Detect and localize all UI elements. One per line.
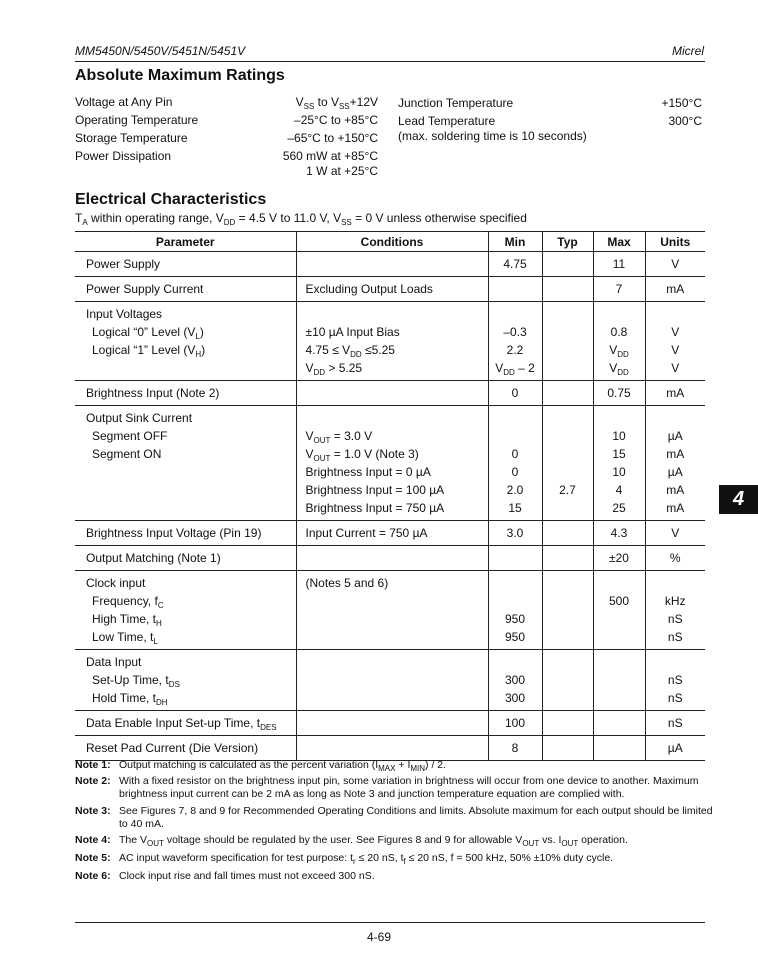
cell-units: V [645,521,705,546]
amr-label: Junction Temperature [398,96,514,110]
cell-max: ±20 [593,546,645,571]
cell-max: 0.75 [593,381,645,406]
cell-units: nS nS [645,650,705,711]
amr-value: $V_{SS}$ to $V_{SS}+12V$ [295,95,378,111]
amr-label: Voltage at Any Pin [75,95,173,109]
cell-cond [296,252,488,277]
cell-max [593,711,645,736]
cell-param: Data Enable Input Set-up Time, $t_{DES}$ [75,711,296,736]
electrical-characteristics-table [75,231,705,761]
cell-typ [542,650,593,711]
cell-typ [542,521,593,546]
cell-param: Output Sink Current Segment OFF Segment ON [75,406,296,521]
amr-label: Operating Temperature [75,113,199,127]
cell-cond: Input Current = 750 µA [296,521,488,546]
table-row [75,521,705,546]
footer-rule [75,922,705,923]
cell-typ [542,302,593,381]
cell-min [488,546,542,571]
column-header: Conditions [296,232,488,252]
cell-max: 10 15 10 4 25 [593,406,645,521]
cell-typ [542,277,593,302]
column-header: Typ [542,232,593,252]
cell-units: mA [645,381,705,406]
cell-typ [542,736,593,761]
cell-cond: $V_{OUT} = 3.0$ V $V_{OUT} = 1.0$ V (Note 3) Brightness Input = 0 µA Brightness Input = 100 µA Brightness Input = 750 µA [296,406,488,521]
cell-cond: Excluding Output Loads [296,277,488,302]
note: Note 2: With a fixed resistor on the brightness input pin, some variation in brightness will occur from one device to another. Maximum brightness input current can be 2 mA as long as Note 3 and junction temperature equation are complied with. [75,775,699,800]
amr-value: –25°C to +85°C [294,113,378,127]
cell-cond [296,736,488,761]
cell-units: µA mA µA mA mA [645,406,705,521]
cell-cond: ±10 µA Input Bias $4.75 \le V_{DD} \le 5.25$ $V_{DD} > 5.25$ [296,302,488,381]
amr-title: Absolute Maximum Ratings [75,67,285,84]
table-row [75,736,705,761]
cell-min: 0 0 2.0 15 [488,406,542,521]
cell-typ [542,381,593,406]
cell-typ [542,711,593,736]
table-row [75,252,705,277]
note: Note 6: Clock input rise and fall times must not exceed 300 nS. [75,870,375,882]
cell-max: 0.8 $V_{DD}$ $V_{DD}$ [593,302,645,381]
cell-min: 0 [488,381,542,406]
cell-typ [542,571,593,650]
cell-typ [542,252,593,277]
column-header: Parameter [75,232,296,252]
cell-max [593,736,645,761]
cell-param: Power Supply [75,252,296,277]
amr-label: Lead Temperature [398,114,496,128]
column-header: Max [593,232,645,252]
cell-cond [296,711,488,736]
section-tab: 4 [719,485,758,514]
header-part-number: MM5450N/5450V/5451N/5451V [75,44,246,58]
cell-param: Data Input Set-Up Time, $t_{DS}$ Hold Time, $t_{DH}$ [75,650,296,711]
cell-cond: (Notes 5 and 6) [296,571,488,650]
amr-value: 560 mW at +85°C [282,149,378,163]
table-row [75,277,705,302]
cell-param: Output Matching (Note 1) [75,546,296,571]
amr-label: Storage Temperature [75,131,188,145]
cell-typ [542,546,593,571]
table-row [75,302,705,381]
amr-label: (max. soldering time is 10 seconds) [398,129,587,143]
note: Note 1: Output matching is calculated as the percent variation $(I_{MAX} + I_{MIN}) / 2$. [75,759,447,773]
cell-units: V V V [645,302,705,381]
cell-min: 3.0 [488,521,542,546]
amr-value: 1 W at +25°C [306,164,378,178]
cell-max: 11 [593,252,645,277]
table-row [75,571,705,650]
table-row [75,546,705,571]
cell-min: 300 300 [488,650,542,711]
cell-param: Reset Pad Current (Die Version) [75,736,296,761]
cell-param: Input Voltages Logical “0” Level $(V_L)$ Logical “1” Level $(V_H)$ [75,302,296,381]
cell-min: 4.75 [488,252,542,277]
header-brand: Micrel [672,44,704,58]
cell-cond [296,546,488,571]
cell-min: 950 950 [488,571,542,650]
note: Note 3: See Figures 7, 8 and 9 for Recommended Operating Conditions and limits. Absolute maximum for each output should be limited to 40 mA. [75,805,713,830]
cell-param: Clock input Frequency, $f_C$ High Time, $t_H$ Low Time, $t_L$ [75,571,296,650]
table-row [75,650,705,711]
cell-units: nS [645,711,705,736]
cell-min: 100 [488,711,542,736]
table-row [75,406,705,521]
cell-param: Brightness Input (Note 2) [75,381,296,406]
amr-label: Power Dissipation [75,149,172,163]
cell-units: µA [645,736,705,761]
amr-value: –65°C to +150°C [287,131,378,145]
cell-units: V [645,252,705,277]
column-header: Min [488,232,542,252]
header-rule [75,61,705,62]
cell-units: mA [645,277,705,302]
cell-min: –0.3 2.2 $V_{DD} - 2$ [488,302,542,381]
cell-max: 4.3 [593,521,645,546]
ec-subtitle: $T_A$ within operating range, $V_{DD} = 4.5$ V to 11.0 V, $V_{SS} = 0$ V unless otherwise specified [75,211,527,227]
cell-max: 7 [593,277,645,302]
cell-typ: 2.7 [542,406,593,521]
cell-max: 500 [593,571,645,650]
page-number: 4-69 [366,930,392,944]
cell-param: Brightness Input Voltage (Pin 19) [75,521,296,546]
note: Note 4: The $V_{OUT}$ voltage should be regulated by the user. See Figures 8 and 9 for allowable $V_{OUT}$ vs. $I_{OUT}$ operation. [75,834,628,848]
cell-min: 8 [488,736,542,761]
cell-cond [296,650,488,711]
table-row [75,381,705,406]
table-row [75,711,705,736]
note: Note 5: AC input waveform specification for test purpose: $t_r \le 20$ nS, $t_f \le 20$ nS, f = 500 kHz, 50% ±10% duty cycle. [75,852,614,866]
cell-param: Power Supply Current [75,277,296,302]
ec-title: Electrical Characteristics [75,191,267,208]
cell-cond [296,381,488,406]
cell-max [593,650,645,711]
cell-units: kHz nS nS [645,571,705,650]
column-header: Units [645,232,705,252]
cell-min [488,277,542,302]
amr-value: 300°C [668,114,702,128]
amr-value: +150°C [661,96,702,110]
table-header-row [75,232,705,252]
cell-units: % [645,546,705,571]
